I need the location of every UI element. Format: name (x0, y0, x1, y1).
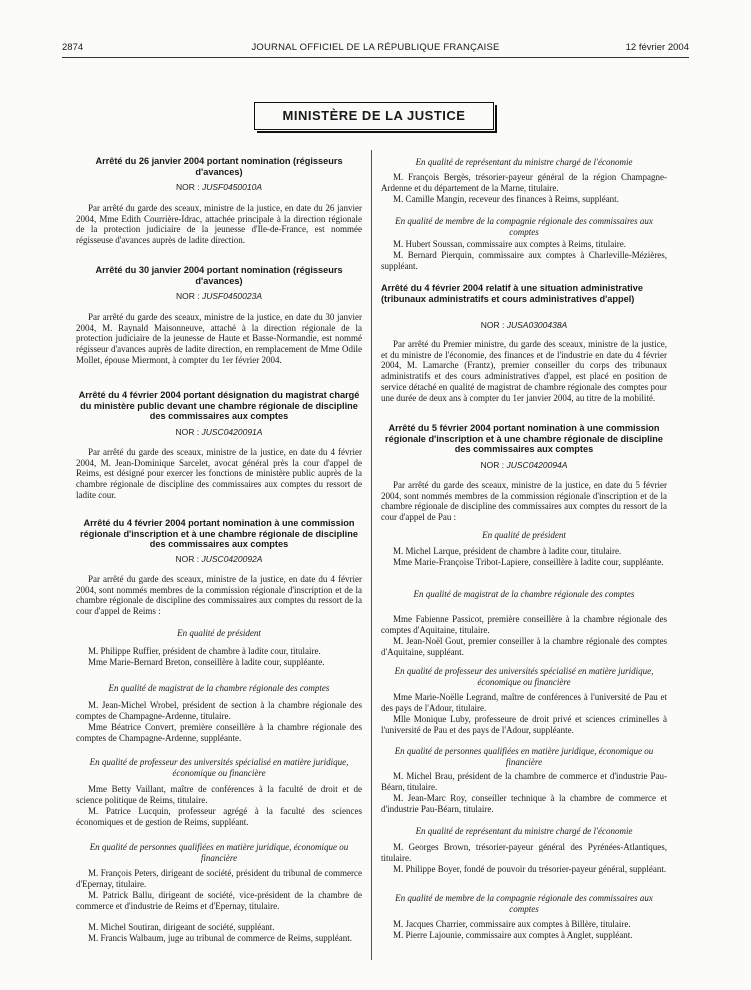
decree-paragraph: M. Camille Mangin, receveur des finances à Reims, suppléant. (393, 194, 619, 204)
decree-paragraph: Par arrêté du Premier ministre, du garde des sceaux, ministre de la justice, et du ministre de l'économie, des finances et de l'industrie en date du 4 février 2004, M. Lamarche (Frantz), premier conseiller du corps des tribunaux administratifs et des cours administratives d'appel, est placé en position de service détaché en qualité de magistrat de chambre régionale des comptes pour une durée de deux ans à compter du 1er janvier 2004, au titre de la mobilité. (381, 339, 667, 403)
decree-title: Arrêté du 26 janvier 2004 portant nomination (régisseurs d'avances) (95, 156, 343, 177)
nor-reference (76, 291, 362, 302)
decree-paragraph: M. Michel Soutiran, dirigeant de société, suppléant. (88, 922, 275, 932)
nor-reference (381, 320, 667, 331)
nor-reference (76, 182, 362, 193)
decree-title: Arrêté du 4 février 2004 portant nomination à une commission régionale d'inscription et à une chambre régionale de discipline des commissaires aux comptes (80, 518, 358, 549)
decree-paragraph: M. Jean-Michel Wrobel, président de section à la chambre régionale des comptes de Champagne-Ardenne, titulaire. (76, 700, 362, 721)
nor-code: JUSC0420091A (201, 427, 263, 437)
header-rule (62, 57, 689, 58)
decree-paragraph: M. Bernard Pierquin, commissaire aux comptes à Charleville-Mézières, suppléant. (381, 250, 667, 271)
decree-paragraph: M. Patrick Ballu, dirigeant de société, vice-président de la chambre de commerce et d'industrie de Reims et d'Epernay, titulaire. (76, 890, 362, 911)
section-heading: En qualité de personnes qualifiées en matière juridique, économique ou financière (394, 746, 654, 767)
nor-code: JUSA0300438A (506, 320, 568, 330)
decree-paragraph: Par arrêté du garde des sceaux, ministre de la justice, en date du 4 février 2004, M. Jean-Dominique Sarcelet, avocat général près la cour d'appel de Reims, est désigné pour exercer les fonctions de ministère public auprès de la chambre régionale de discipline des commissaires aux comptes du ressort de ladite cour. (76, 447, 362, 500)
decree-paragraph: M. Philippe Ruffier, président de chambre à ladite cour, titulaire. (88, 646, 321, 656)
nor-code: JUSF0450023A (201, 291, 262, 301)
section-heading: En qualité de professeur des universités spécialisé en matière juridique, économique ou financière (89, 757, 349, 778)
decree-paragraph: M. Jacques Charrier, commissaire aux comptes à Billère, titulaire. (393, 919, 631, 929)
ministry-heading: MINISTÈRE DE LA JUSTICE (254, 102, 494, 130)
nor-reference (381, 460, 667, 471)
nor-label: NOR : (176, 291, 202, 301)
section-heading: En qualité de magistrat de la chambre régionale des comptes (108, 683, 330, 693)
decree-paragraph: M. Patrice Lucquin, professeur agrégé à la faculté des sciences économiques et de gestion de Reims, suppléant. (76, 806, 362, 827)
decree-paragraph: Par arrêté du garde des sceaux, ministre de la justice, en date du 26 janvier 2004, Mme Edith Courrière-Idrac, attachée principale à la direction régionale de la protection judiciaire de la jeunesse d'Ile-de-France, est nommée régisseuse d'avances auprès de ladite direction. (76, 203, 362, 246)
decree-paragraph: M. François Peters, dirigeant de société, président du tribunal de commerce d'Epernay, titulaire. (76, 868, 362, 889)
decree-paragraph: Mlle Monique Luby, professeure de droit privé et sciences criminelles à l'université de Pau et des pays de l'Adour, suppléante. (381, 714, 667, 735)
decree-paragraph: Mme Fabienne Passicot, première conseillère à la chambre régionale des comptes d'Aquitaine, titulaire. (381, 614, 667, 635)
decree-paragraph: M. Francis Walbaum, juge au tribunal de commerce de Reims, suppléant. (88, 933, 353, 943)
decree-paragraph: M. Georges Brown, trésorier-payeur général des Pyrénées-Atlantiques, titulaire. (381, 842, 667, 863)
nor-label: NOR : (175, 427, 202, 437)
decree-paragraph: M. François Bergès, trésorier-payeur général de la région Champagne-Ardenne et du département de la Marne, titulaire. (381, 172, 667, 193)
decree-paragraph: Mme Béatrice Convert, première conseillère à la chambre régionale des comptes de Champagne-Ardenne, suppléante. (76, 722, 362, 743)
section-heading: En qualité de personnes qualifiées en matière juridique, économique ou financière (89, 842, 349, 863)
decree-paragraph: M. Hubert Soussan, commissaire aux comptes à Reims, titulaire. (393, 239, 626, 249)
section-heading: En qualité de représentant du ministre chargé de l'économie (415, 157, 633, 167)
nor-label: NOR : (480, 460, 507, 470)
nor-reference (76, 554, 362, 565)
nor-label: NOR : (175, 554, 202, 564)
section-heading: En qualité de président (482, 530, 566, 540)
decree-paragraph: M. Pierre Lajounie, commissaire aux comptes à Anglet, suppléant. (393, 930, 633, 940)
nor-reference (76, 427, 362, 438)
decree-paragraph: M. Jean-Marc Roy, conseiller technique à la chambre de commerce et d'industrie Pau-Béarn, titulaire. (381, 793, 667, 814)
decree-paragraph: Mme Betty Vaillant, maître de conférences à la faculté de droit et de science politique de Reims, titulaire. (76, 784, 362, 805)
decree-title: Arrêté du 5 février 2004 portant nomination à une commission régionale d'inscription et à une chambre régionale de discipline des commissaires aux comptes (385, 423, 663, 454)
decree-paragraph: Par arrêté du garde des sceaux, ministre de la justice, en date du 4 février 2004, sont nommés membres de la commission régionale d'inscription et de la chambre régionale de discipline des commissaires aux comptes du ressort de la cour d'appel de Reims : (76, 574, 362, 617)
column-divider (371, 150, 372, 960)
decree-paragraph: Par arrêté du garde des sceaux, ministre de la justice, en date du 30 janvier 2004, M. Raynald Maisonneuve, attaché à la direction régionale de la protection judiciaire de la jeunesse de Haute et Basse-Normandie, est nommé régisseur d'avances auprès de ladite direction, en remplacement de Mme Odile Mollet, épouse Miermont, à compter du 1er février 2004. (76, 312, 362, 365)
nor-label: NOR : (176, 182, 202, 192)
decree-paragraph: Mme Marie-Françoise Tribot-Lapiere, conseillère à ladite cour, suppléante. (393, 557, 664, 567)
decree-paragraph: Par arrêté du garde des sceaux, ministre de la justice, en date du 5 février 2004, sont nommés membres de la commission régionale d'inscription et de la chambre régionale de discipline des commissaires aux comptes du ressort de la cour d'appel de Pau : (381, 480, 667, 523)
decree-paragraph: M. Philippe Boyer, fondé de pouvoir du trésorier-payeur général, suppléant. (393, 864, 667, 874)
page-number: 2874 (62, 42, 84, 53)
section-heading: En qualité de représentant du ministre chargé de l'économie (415, 826, 633, 836)
nor-code: JUSF0450010A (201, 182, 262, 192)
section-heading: En qualité de membre de la compagnie régionale des commissaires aux comptes (395, 216, 653, 237)
page-header (62, 42, 689, 56)
decree-paragraph: M. Michel Larque, président de chambre à ladite cour, titulaire. (393, 546, 622, 556)
decree-paragraph: M. Jean-Noël Gout, premier conseiller à la chambre régionale des comptes d'Aquitaine, suppléant. (381, 636, 667, 657)
nor-label: NOR : (480, 320, 507, 330)
journal-title: JOURNAL OFFICIEL DE LA RÉPUBLIQUE FRANÇAISE (251, 42, 500, 53)
section-heading: En qualité de professeur des universités spécialisé en matière juridique, économique ou financière (394, 666, 654, 687)
section-heading: En qualité de président (177, 628, 261, 638)
section-heading: En qualité de magistrat de la chambre régionale des comptes (413, 589, 635, 599)
nor-code: JUSC0420094A (506, 460, 568, 470)
decree-title: Arrêté du 4 février 2004 portant désignation du magistrat chargé du ministère public devant une chambre régionale de discipline des commissaires aux comptes (78, 390, 360, 421)
decree-paragraph: M. Michel Brau, président de la chambre de commerce et d'industrie Pau-Béarn, titulaire. (381, 771, 667, 792)
issue-date: 12 février 2004 (625, 42, 689, 53)
nor-code: JUSC0420092A (201, 554, 263, 564)
decree-title: Arrêté du 30 janvier 2004 portant nomination (régisseurs d'avances) (95, 265, 343, 286)
decree-title: Arrêté du 4 février 2004 relatif à une situation administrative (tribunaux administratifs et cours administratives d'appel) (381, 283, 643, 304)
decree-paragraph: Mme Marie-Bernard Breton, conseillère à ladite cour, suppléante. (88, 657, 325, 667)
decree-paragraph: Mme Marie-Noëlle Legrand, maître de conférences à l'université de Pau et des pays de l'Adour, titulaire. (381, 692, 667, 713)
section-heading: En qualité de membre de la compagnie régionale des commissaires aux comptes (395, 893, 653, 914)
